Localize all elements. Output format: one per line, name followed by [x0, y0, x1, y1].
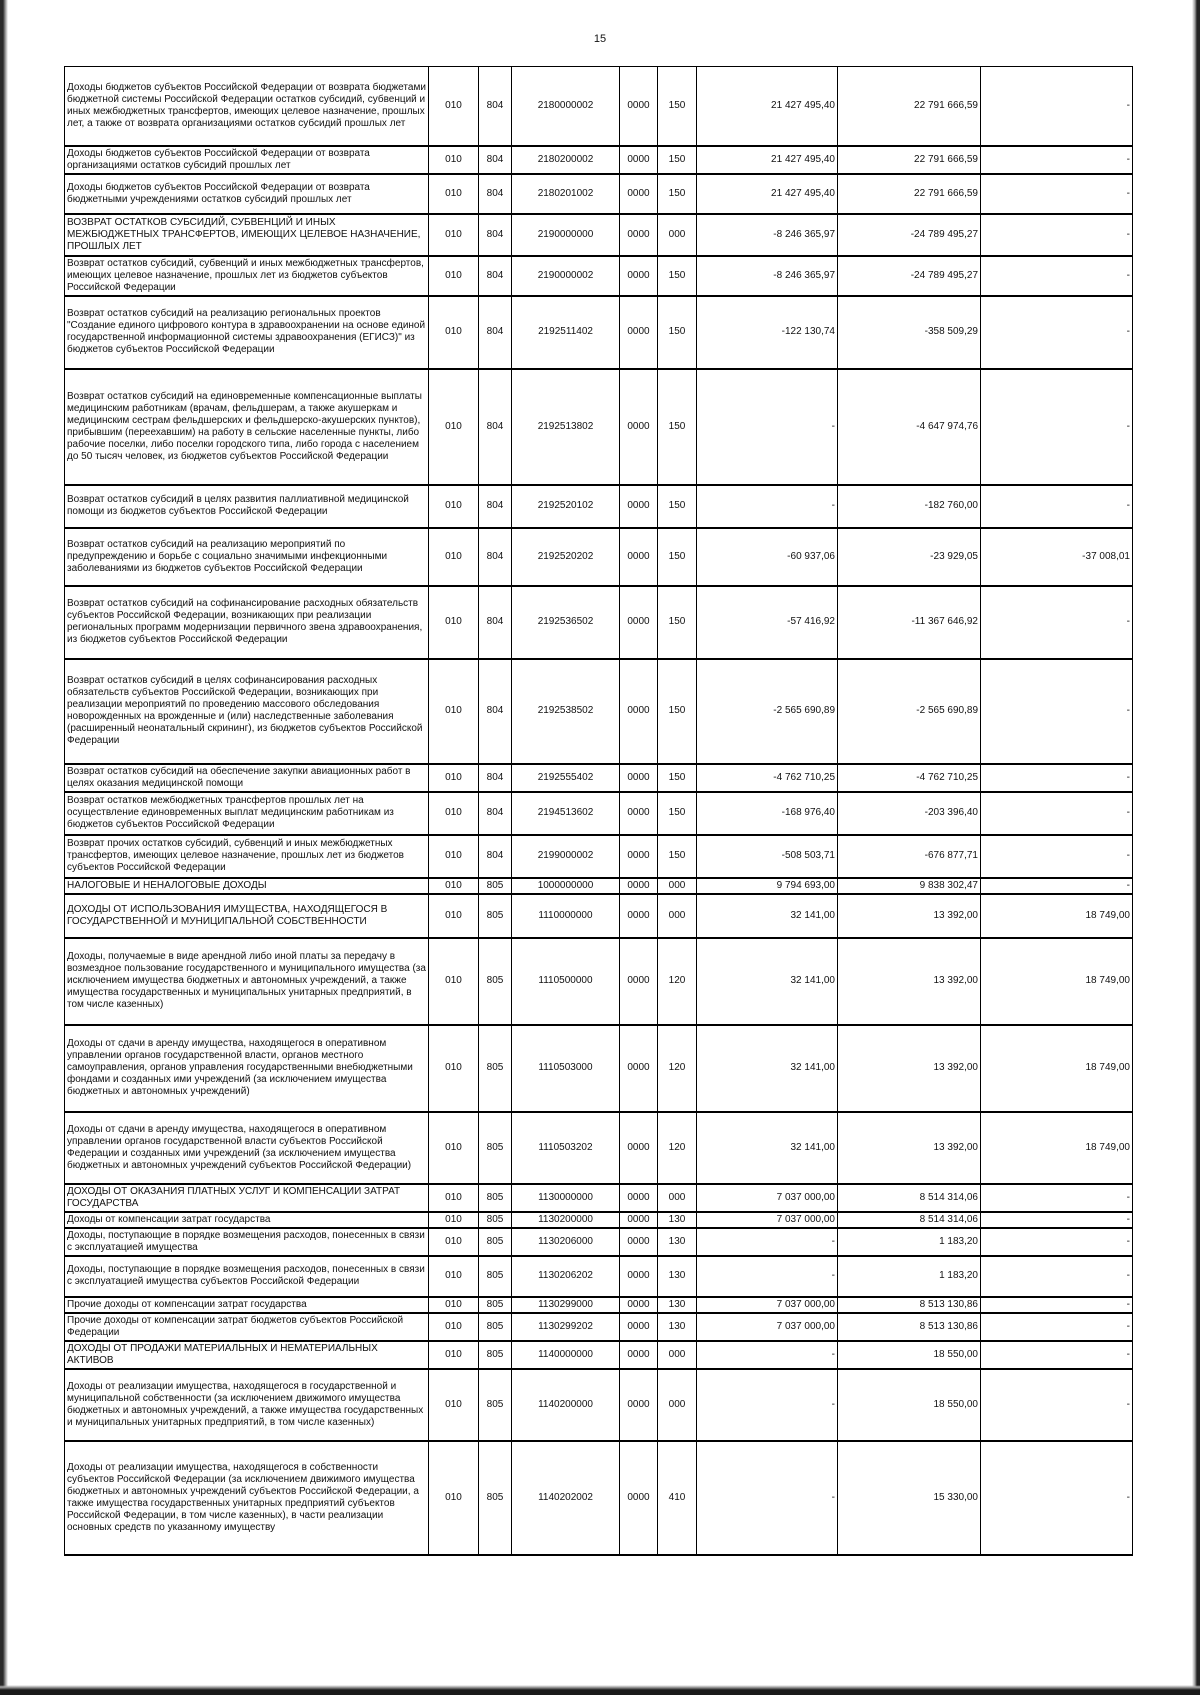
table-row: [65, 1256, 1133, 1297]
cell-value-1: -2 565 690,89: [697, 659, 838, 764]
table-row: [65, 1341, 1133, 1369]
cell-code-2: 805: [479, 894, 512, 938]
cell-code-4: 0000: [620, 878, 658, 894]
cell-value-1: -8 246 365,97: [697, 214, 838, 256]
cell-code-4: 0000: [620, 1313, 658, 1341]
cell-code-2: 805: [479, 1228, 512, 1256]
cell-code-4: 0000: [620, 256, 658, 296]
cell-value-2: 18 550,00: [838, 1341, 981, 1369]
cell-value-3: -: [981, 67, 1133, 146]
cell-value-3: -: [981, 1297, 1133, 1313]
cell-code-3: 2192536502: [512, 586, 620, 659]
cell-value-2: -676 877,71: [838, 835, 981, 878]
cell-code-5: 120: [658, 938, 697, 1025]
cell-value-2: 22 791 666,59: [838, 146, 981, 174]
cell-code-1: 010: [429, 1112, 479, 1184]
cell-code-2: 805: [479, 878, 512, 894]
cell-value-3: -: [981, 296, 1133, 369]
cell-name: Доходы от реализации имущества, находящегося в собственности субъектов Российской Федерации (за исключением движимого имущества бюджетных и автономных учреждений субъектов Российской Федерации, а также имущества государственных унитарных предприятий субъектов Российской Федерации, в том числе казенных), в части реализации основных средств по указанному имуществу: [65, 1441, 429, 1555]
cell-code-1: 010: [429, 894, 479, 938]
cell-value-3: -: [981, 835, 1133, 878]
cell-code-1: 010: [429, 214, 479, 256]
cell-code-1: 010: [429, 792, 479, 835]
cell-code-5: 150: [658, 296, 697, 369]
cell-code-3: 2180201002: [512, 174, 620, 214]
cell-value-1: -: [697, 1441, 838, 1555]
cell-value-2: 22 791 666,59: [838, 67, 981, 146]
table-row: [65, 1112, 1133, 1184]
cell-code-5: 150: [658, 659, 697, 764]
cell-value-1: 7 037 000,00: [697, 1313, 838, 1341]
cell-code-1: 010: [429, 938, 479, 1025]
cell-code-2: 804: [479, 528, 512, 586]
cell-name: ДОХОДЫ ОТ ИСПОЛЬЗОВАНИЯ ИМУЩЕСТВА, НАХОДЯЩЕГОСЯ В ГОСУДАРСТВЕННОЙ И МУНИЦИПАЛЬНОЙ СОБСТВЕННОСТИ: [65, 894, 429, 938]
table-row: [65, 1313, 1133, 1341]
cell-code-1: 010: [429, 296, 479, 369]
cell-code-3: 1140200000: [512, 1369, 620, 1441]
table-body: [65, 67, 1133, 1555]
cell-code-2: 805: [479, 1341, 512, 1369]
cell-name: Доходы от сдачи в аренду имущества, находящегося в оперативном управлении органов государственной власти, органов местного самоуправления, органов управления государственными внебюджетными фондами и созданных ими учреждений (за исключением имущества бюджетных и автономных учреждений): [65, 1025, 429, 1112]
cell-value-1: 7 037 000,00: [697, 1297, 838, 1313]
cell-code-3: 2192513802: [512, 369, 620, 485]
cell-value-1: -57 416,92: [697, 586, 838, 659]
cell-value-1: -4 762 710,25: [697, 764, 838, 792]
cell-name: Возврат остатков субсидий на реализацию региональных проектов "Создание единого цифрового контура в здравоохранении на основе единой государственной информационной системы здравоохранения (ЕГИСЗ)" из бюджетов субъектов Российской Федерации: [65, 296, 429, 369]
cell-value-2: -4 762 710,25: [838, 764, 981, 792]
cell-name: Возврат остатков субсидий на обеспечение закупки авиационных работ в целях оказания медицинской помощи: [65, 764, 429, 792]
cell-code-3: 2192538502: [512, 659, 620, 764]
cell-code-2: 804: [479, 214, 512, 256]
cell-value-2: 13 392,00: [838, 1112, 981, 1184]
cell-code-1: 010: [429, 146, 479, 174]
cell-code-5: 000: [658, 214, 697, 256]
cell-code-4: 0000: [620, 67, 658, 146]
cell-code-4: 0000: [620, 1341, 658, 1369]
cell-name: ДОХОДЫ ОТ ОКАЗАНИЯ ПЛАТНЫХ УСЛУГ И КОМПЕНСАЦИИ ЗАТРАТ ГОСУДАРСТВА: [65, 1184, 429, 1212]
revenue-table: [64, 66, 1133, 1556]
cell-code-5: 150: [658, 485, 697, 528]
cell-code-4: 0000: [620, 764, 658, 792]
cell-name: Доходы бюджетов субъектов Российской Федерации от возврата организациями остатков субсидий прошлых лет: [65, 146, 429, 174]
table-row: [65, 1297, 1133, 1313]
table-row: [65, 485, 1133, 528]
cell-value-2: 8 513 130,86: [838, 1297, 981, 1313]
cell-code-4: 0000: [620, 1212, 658, 1228]
cell-code-5: 150: [658, 764, 697, 792]
cell-code-2: 804: [479, 174, 512, 214]
cell-code-3: 2199000002: [512, 835, 620, 878]
cell-code-4: 0000: [620, 1297, 658, 1313]
cell-value-1: -: [697, 1256, 838, 1297]
cell-value-2: 22 791 666,59: [838, 174, 981, 214]
cell-value-2: 8 514 314,06: [838, 1184, 981, 1212]
cell-code-4: 0000: [620, 174, 658, 214]
cell-value-1: -: [697, 369, 838, 485]
cell-value-2: -24 789 495,27: [838, 256, 981, 296]
cell-code-5: 120: [658, 1112, 697, 1184]
table-row: [65, 1025, 1133, 1112]
cell-code-2: 805: [479, 1256, 512, 1297]
cell-code-2: 805: [479, 1297, 512, 1313]
cell-code-3: 1140000000: [512, 1341, 620, 1369]
cell-value-2: 13 392,00: [838, 894, 981, 938]
cell-name: Доходы, поступающие в порядке возмещения расходов, понесенных в связи с эксплуатацией имущества: [65, 1228, 429, 1256]
cell-code-1: 010: [429, 1212, 479, 1228]
cell-value-2: 8 513 130,86: [838, 1313, 981, 1341]
cell-code-3: 1110500000: [512, 938, 620, 1025]
cell-value-3: 18 749,00: [981, 894, 1133, 938]
cell-code-3: 1110503202: [512, 1112, 620, 1184]
cell-name: Прочие доходы от компенсации затрат бюджетов субъектов Российской Федерации: [65, 1313, 429, 1341]
cell-name: Доходы, получаемые в виде арендной либо иной платы за передачу в возмездное пользование государственного и муниципального имущества (за исключением имущества бюджетных и автономных учреждений, а также имущества государственных и муниципальных унитарных предприятий, в том числе казенных): [65, 938, 429, 1025]
cell-value-3: -: [981, 1228, 1133, 1256]
cell-code-2: 804: [479, 146, 512, 174]
cell-code-5: 150: [658, 256, 697, 296]
cell-value-3: -: [981, 878, 1133, 894]
cell-value-2: 15 330,00: [838, 1441, 981, 1555]
cell-code-5: 410: [658, 1441, 697, 1555]
cell-code-3: 1130200000: [512, 1212, 620, 1228]
cell-value-2: -182 760,00: [838, 485, 981, 528]
cell-code-5: 150: [658, 67, 697, 146]
cell-value-3: -: [981, 146, 1133, 174]
cell-code-3: 2190000000: [512, 214, 620, 256]
table-row: [65, 835, 1133, 878]
cell-code-2: 805: [479, 1369, 512, 1441]
cell-code-3: 2192520202: [512, 528, 620, 586]
cell-code-5: 000: [658, 1184, 697, 1212]
cell-value-2: 1 183,20: [838, 1256, 981, 1297]
cell-name: Доходы от реализации имущества, находящегося в государственной и муниципальной собственности (за исключением движимого имущества бюджетных и автономных учреждений, а также имущества государственных и муниципальных унитарных предприятий, в том числе казенных): [65, 1369, 429, 1441]
table-row: [65, 214, 1133, 256]
cell-code-2: 804: [479, 835, 512, 878]
cell-code-2: 804: [479, 659, 512, 764]
cell-value-1: -: [697, 1341, 838, 1369]
cell-value-1: 32 141,00: [697, 938, 838, 1025]
cell-value-3: -37 008,01: [981, 528, 1133, 586]
table-row: [65, 764, 1133, 792]
cell-code-2: 805: [479, 1212, 512, 1228]
cell-value-1: 21 427 495,40: [697, 146, 838, 174]
cell-code-4: 0000: [620, 1025, 658, 1112]
cell-code-1: 010: [429, 1313, 479, 1341]
cell-code-3: 1130000000: [512, 1184, 620, 1212]
cell-code-4: 0000: [620, 146, 658, 174]
table-row: [65, 67, 1133, 146]
table-row: [65, 369, 1133, 485]
cell-value-1: 21 427 495,40: [697, 174, 838, 214]
cell-code-4: 0000: [620, 1228, 658, 1256]
cell-name: Доходы, поступающие в порядке возмещения расходов, понесенных в связи с эксплуатацией имущества субъектов Российской Федерации: [65, 1256, 429, 1297]
cell-name: Возврат остатков субсидий, субвенций и иных межбюджетных трансфертов, имеющих целевое назначение, прошлых лет из бюджетов субъектов Российской Федерации: [65, 256, 429, 296]
cell-value-3: 18 749,00: [981, 1112, 1133, 1184]
cell-code-1: 010: [429, 1297, 479, 1313]
cell-code-4: 0000: [620, 659, 658, 764]
cell-value-1: -: [697, 1369, 838, 1441]
cell-code-5: 150: [658, 528, 697, 586]
cell-code-5: 150: [658, 835, 697, 878]
table-row: [65, 1441, 1133, 1555]
cell-code-4: 0000: [620, 214, 658, 256]
cell-code-1: 010: [429, 485, 479, 528]
cell-name: Возврат прочих остатков субсидий, субвенций и иных межбюджетных трансфертов, имеющих целевое назначение, прошлых лет из бюджетов субъектов Российской Федерации: [65, 835, 429, 878]
cell-code-1: 010: [429, 1228, 479, 1256]
cell-name: Доходы бюджетов субъектов Российской Федерации от возврата бюджетами бюджетной системы Российской Федерации остатков субсидий, субвенций и иных межбюджетных трансфертов, имеющих целевое назначение, прошлых лет, а также от возврата организациями остатков субсидий прошлых лет: [65, 67, 429, 146]
cell-value-2: 1 183,20: [838, 1228, 981, 1256]
table-row: [65, 894, 1133, 938]
cell-value-3: -: [981, 586, 1133, 659]
cell-value-1: 32 141,00: [697, 894, 838, 938]
cell-name: НАЛОГОВЫЕ И НЕНАЛОГОВЫЕ ДОХОДЫ: [65, 878, 429, 894]
cell-value-1: -122 130,74: [697, 296, 838, 369]
cell-code-5: 150: [658, 369, 697, 485]
cell-value-2: 18 550,00: [838, 1369, 981, 1441]
cell-code-3: 2192511402: [512, 296, 620, 369]
cell-code-1: 010: [429, 528, 479, 586]
cell-value-3: -: [981, 1369, 1133, 1441]
cell-code-4: 0000: [620, 1256, 658, 1297]
table-row: [65, 1184, 1133, 1212]
cell-code-1: 010: [429, 1025, 479, 1112]
cell-code-2: 804: [479, 792, 512, 835]
scan-edge-left: [0, 0, 8, 1695]
cell-name: Возврат остатков субсидий на софинансирование расходных обязательств субъектов Российской Федерации, возникающих при реализации региональных программ модернизации первичного звена здравоохранения, из бюджетов субъектов Российской Федерации: [65, 586, 429, 659]
cell-code-2: 805: [479, 1025, 512, 1112]
cell-code-4: 0000: [620, 1441, 658, 1555]
cell-code-1: 010: [429, 878, 479, 894]
cell-code-3: 1130206000: [512, 1228, 620, 1256]
table-row: [65, 792, 1133, 835]
cell-value-2: 13 392,00: [838, 1025, 981, 1112]
cell-code-5: 150: [658, 586, 697, 659]
cell-code-5: 130: [658, 1297, 697, 1313]
cell-value-1: -508 503,71: [697, 835, 838, 878]
cell-code-1: 010: [429, 1341, 479, 1369]
cell-code-3: 1130206202: [512, 1256, 620, 1297]
cell-code-2: 804: [479, 296, 512, 369]
cell-value-3: -: [981, 174, 1133, 214]
cell-value-2: -358 509,29: [838, 296, 981, 369]
cell-value-3: -: [981, 1441, 1133, 1555]
cell-name: Возврат остатков субсидий на единовременные компенсационные выплаты медицинским работникам (врачам, фельдшерам, а также акушеркам и медицинским сестрам фельдшерских и фельдшерско-акушерских пунктов), прибывшим (переехавшим) на работу в сельские населенные пункты, либо рабочие поселки, либо поселки городского типа, либо города с населением до 50 тысяч человек, из бюджетов субъектов Российской Федерации: [65, 369, 429, 485]
cell-value-2: -11 367 646,92: [838, 586, 981, 659]
cell-value-3: -: [981, 1313, 1133, 1341]
cell-code-5: 150: [658, 792, 697, 835]
cell-value-1: -: [697, 485, 838, 528]
cell-code-3: 1130299000: [512, 1297, 620, 1313]
cell-code-2: 804: [479, 256, 512, 296]
cell-code-2: 804: [479, 485, 512, 528]
table-row: [65, 659, 1133, 764]
cell-value-2: -203 396,40: [838, 792, 981, 835]
cell-value-2: -24 789 495,27: [838, 214, 981, 256]
cell-code-5: 120: [658, 1025, 697, 1112]
cell-code-4: 0000: [620, 1112, 658, 1184]
cell-value-3: -: [981, 1341, 1133, 1369]
table-row: [65, 256, 1133, 296]
cell-code-2: 805: [479, 938, 512, 1025]
cell-code-3: 2194513602: [512, 792, 620, 835]
cell-code-3: 1110000000: [512, 894, 620, 938]
cell-code-4: 0000: [620, 296, 658, 369]
cell-code-1: 010: [429, 1441, 479, 1555]
table-row: [65, 1369, 1133, 1441]
cell-code-5: 130: [658, 1212, 697, 1228]
cell-code-1: 010: [429, 174, 479, 214]
cell-code-5: 130: [658, 1256, 697, 1297]
table-row: [65, 528, 1133, 586]
table-row: [65, 1212, 1133, 1228]
cell-value-2: -4 647 974,76: [838, 369, 981, 485]
cell-value-1: 32 141,00: [697, 1112, 838, 1184]
cell-code-3: 1000000000: [512, 878, 620, 894]
cell-code-5: 000: [658, 1369, 697, 1441]
table-row: [65, 1228, 1133, 1256]
cell-code-5: 150: [658, 146, 697, 174]
cell-value-3: -: [981, 256, 1133, 296]
cell-code-3: 1140202002: [512, 1441, 620, 1555]
cell-code-2: 804: [479, 67, 512, 146]
cell-value-3: -: [981, 1256, 1133, 1297]
cell-value-3: -: [981, 1184, 1133, 1212]
cell-code-1: 010: [429, 1256, 479, 1297]
cell-code-1: 010: [429, 67, 479, 146]
scan-edge-right: [1192, 0, 1200, 1695]
scan-edge-bottom: [0, 1685, 1200, 1695]
cell-name: Возврат остатков межбюджетных трансфертов прошлых лет на осуществление единовременных выплат медицинским работникам из бюджетов субъектов Российской Федерации: [65, 792, 429, 835]
cell-name: Возврат остатков субсидий на реализацию мероприятий по предупреждению и борьбе с социально значимыми инфекционными заболеваниями из бюджетов субъектов Российской Федерации: [65, 528, 429, 586]
cell-value-1: -8 246 365,97: [697, 256, 838, 296]
cell-code-2: 804: [479, 764, 512, 792]
cell-code-3: 2192555402: [512, 764, 620, 792]
cell-code-1: 010: [429, 1184, 479, 1212]
cell-code-3: 2180200002: [512, 146, 620, 174]
cell-name: Доходы от сдачи в аренду имущества, находящегося в оперативном управлении органов государственной власти субъектов Российской Федерации и созданных ими учреждений (за исключением имущества бюджетных и автономных учреждений субъектов Российской Федерации): [65, 1112, 429, 1184]
cell-value-1: 21 427 495,40: [697, 67, 838, 146]
page-number: 15: [593, 33, 607, 45]
cell-value-2: 9 838 302,47: [838, 878, 981, 894]
table-row: [65, 146, 1133, 174]
cell-code-4: 0000: [620, 835, 658, 878]
cell-code-1: 010: [429, 369, 479, 485]
cell-value-2: 13 392,00: [838, 938, 981, 1025]
cell-code-1: 010: [429, 586, 479, 659]
cell-code-5: 130: [658, 1313, 697, 1341]
cell-code-4: 0000: [620, 528, 658, 586]
cell-value-3: -: [981, 214, 1133, 256]
cell-code-4: 0000: [620, 938, 658, 1025]
cell-name: Доходы бюджетов субъектов Российской Федерации от возврата бюджетными учреждениями остатков субсидий прошлых лет: [65, 174, 429, 214]
cell-code-3: 2192520102: [512, 485, 620, 528]
cell-value-2: -23 929,05: [838, 528, 981, 586]
cell-code-5: 000: [658, 894, 697, 938]
table-row: [65, 296, 1133, 369]
cell-value-3: -: [981, 369, 1133, 485]
cell-value-2: -2 565 690,89: [838, 659, 981, 764]
cell-value-1: -: [697, 1228, 838, 1256]
cell-code-1: 010: [429, 1369, 479, 1441]
cell-value-1: 7 037 000,00: [697, 1184, 838, 1212]
cell-value-3: -: [981, 1212, 1133, 1228]
table-row: [65, 586, 1133, 659]
cell-value-3: -: [981, 485, 1133, 528]
cell-value-1: 7 037 000,00: [697, 1212, 838, 1228]
cell-code-4: 0000: [620, 1184, 658, 1212]
cell-code-1: 010: [429, 835, 479, 878]
cell-code-1: 010: [429, 659, 479, 764]
cell-code-4: 0000: [620, 792, 658, 835]
cell-code-4: 0000: [620, 586, 658, 659]
cell-name: ДОХОДЫ ОТ ПРОДАЖИ МАТЕРИАЛЬНЫХ И НЕМАТЕРИАЛЬНЫХ АКТИВОВ: [65, 1341, 429, 1369]
cell-code-3: 1130299202: [512, 1313, 620, 1341]
cell-code-4: 0000: [620, 369, 658, 485]
cell-name: Возврат остатков субсидий в целях софинансирования расходных обязательств субъектов Российской Федерации, возникающих при реализации мероприятий по проведению массового обследования новорожденных на врожденные и (или) наследственные заболевания (расширенный неонатальный скрининг), из бюджетов субъектов Российской Федерации: [65, 659, 429, 764]
cell-code-4: 0000: [620, 894, 658, 938]
cell-value-3: 18 749,00: [981, 1025, 1133, 1112]
cell-code-2: 804: [479, 369, 512, 485]
cell-value-1: -168 976,40: [697, 792, 838, 835]
cell-code-3: 2180000002: [512, 67, 620, 146]
table-row: [65, 878, 1133, 894]
cell-code-2: 805: [479, 1313, 512, 1341]
cell-value-1: 32 141,00: [697, 1025, 838, 1112]
cell-code-5: 000: [658, 1341, 697, 1369]
cell-code-1: 010: [429, 256, 479, 296]
cell-code-2: 805: [479, 1112, 512, 1184]
cell-code-2: 805: [479, 1184, 512, 1212]
cell-name: ВОЗВРАТ ОСТАТКОВ СУБСИДИЙ, СУБВЕНЦИЙ И ИНЫХ МЕЖБЮДЖЕТНЫХ ТРАНСФЕРТОВ, ИМЕЮЩИХ ЦЕЛЕВОЕ НАЗНАЧЕНИЕ, ПРОШЛЫХ ЛЕТ: [65, 214, 429, 256]
cell-value-2: 8 514 314,06: [838, 1212, 981, 1228]
cell-name: Прочие доходы от компенсации затрат государства: [65, 1297, 429, 1313]
cell-value-3: 18 749,00: [981, 938, 1133, 1025]
cell-code-4: 0000: [620, 1369, 658, 1441]
table-row: [65, 938, 1133, 1025]
cell-code-3: 1110503000: [512, 1025, 620, 1112]
cell-name: Доходы от компенсации затрат государства: [65, 1212, 429, 1228]
cell-code-4: 0000: [620, 485, 658, 528]
cell-code-3: 2190000002: [512, 256, 620, 296]
cell-code-1: 010: [429, 764, 479, 792]
cell-code-5: 150: [658, 174, 697, 214]
cell-value-3: -: [981, 659, 1133, 764]
cell-name: Возврат остатков субсидий в целях развития паллиативной медицинской помощи из бюджетов субъектов Российской Федерации: [65, 485, 429, 528]
cell-value-1: -60 937,06: [697, 528, 838, 586]
table-row: [65, 174, 1133, 214]
cell-value-1: 9 794 693,00: [697, 878, 838, 894]
cell-code-2: 804: [479, 586, 512, 659]
cell-value-3: -: [981, 764, 1133, 792]
cell-value-3: -: [981, 792, 1133, 835]
cell-code-5: 130: [658, 1228, 697, 1256]
cell-code-2: 805: [479, 1441, 512, 1555]
cell-code-5: 000: [658, 878, 697, 894]
